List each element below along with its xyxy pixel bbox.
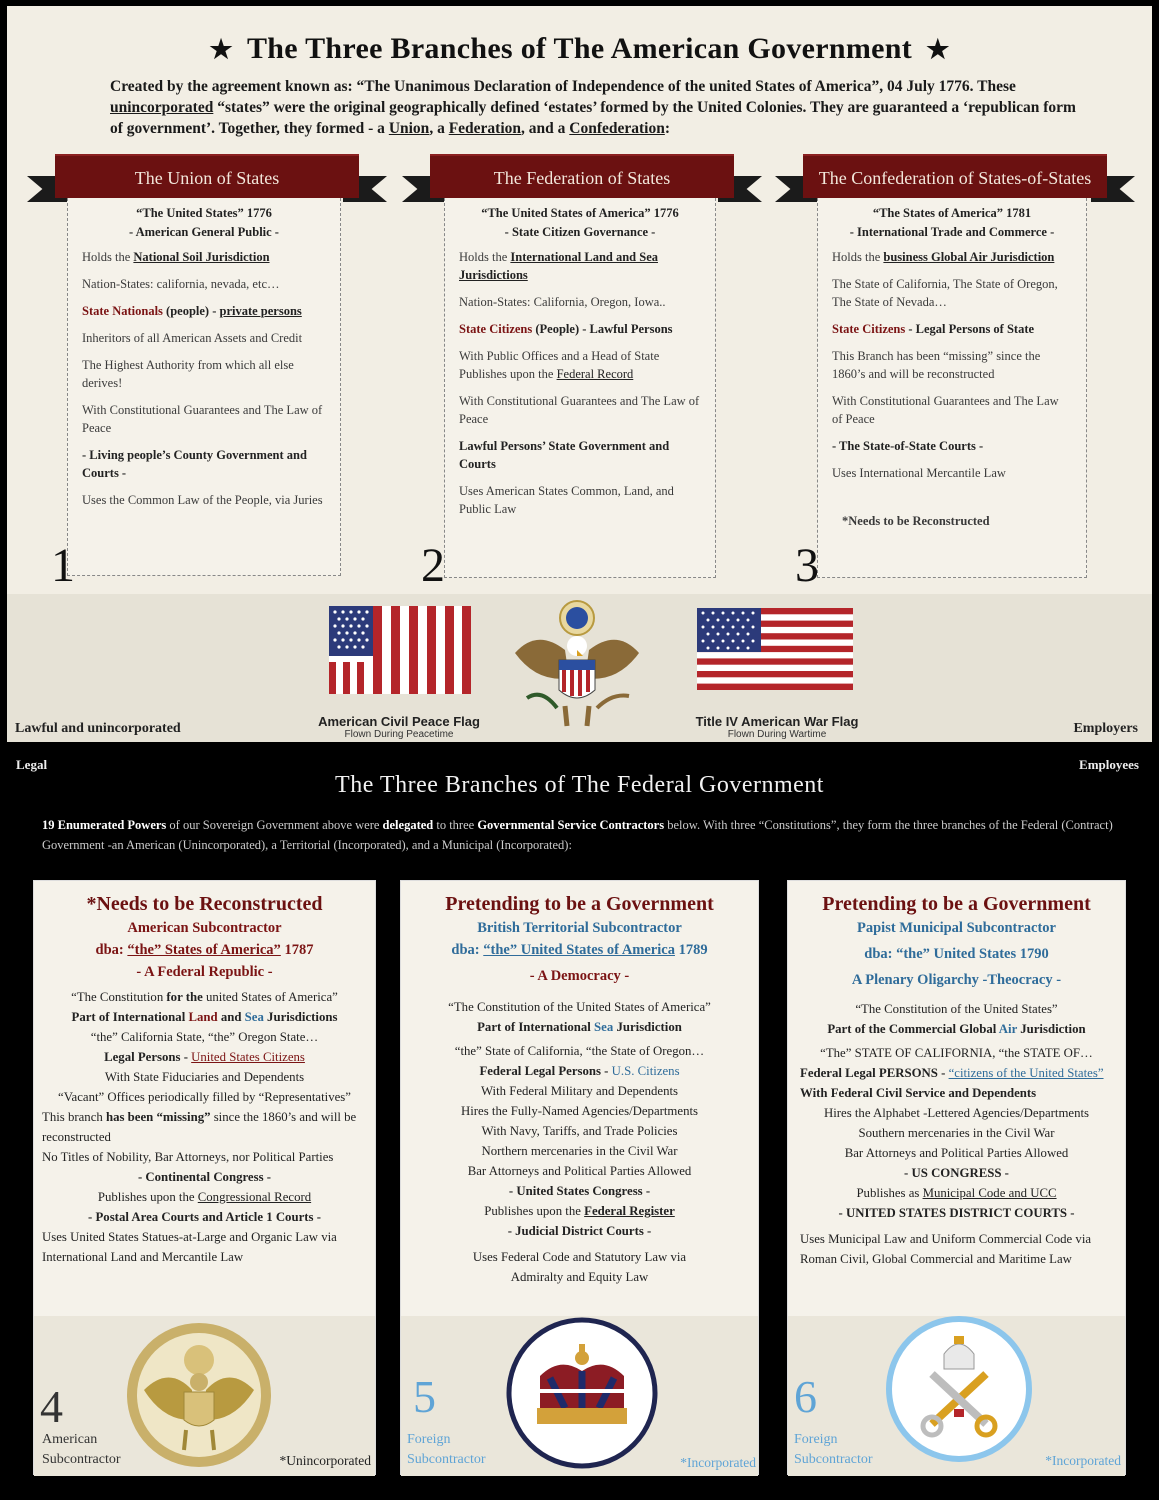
branch-number-3: 3 <box>795 539 819 592</box>
legal-label: Legal <box>16 757 48 772</box>
lawful-label: Lawful and unincorporated <box>15 721 181 736</box>
federal-intro: 19 Enumerated Powers of our Sovereign Government above were delegated to three Governmental Service Contractors below. With three “Constitutions”, they form the three branches of the Federal (Contract) Government -an American (Unincorporated), a Territorial (Incorporated), and a Municipal (Incorporated): <box>42 818 1113 852</box>
war-flag <box>697 608 853 690</box>
papal-keys-icon <box>884 1314 1034 1464</box>
star-icon: ★ <box>209 35 233 64</box>
incorporation-status-5: *Incorporated <box>680 1455 756 1470</box>
contractor-type-6: Foreign Subcontractor <box>794 1432 873 1467</box>
branch-card-union: “The United States” 1776 - American General Public - Holds the National Soil Jurisdiction Nation-States: california, nevada, etc… State Nationals (people) - private persons Inheritors of all American Assets and Credit The Highest Authority from which all else derives! With Constitutional Guarantees and The Law of Peace - Living people’s County Government and Courts - Uses the Common Law of the People, via Juries <box>67 198 341 576</box>
federal-title: The Three Branches of The Federal Government <box>335 772 824 798</box>
branch-number-2: 2 <box>421 539 445 592</box>
contractor-card-papist: Pretending to be a Government Papist Municipal Subcontractor dba: “the” United States 1790 A Plenary Oligarchy -Theocracy - “The Constitution of the United States” Part of the Commercial Global Air Jurisdiction “The” STATE OF CALIFORNIA, “the STATE OF… Federal Legal PERSONS - “citizens of the United States” With Federal Civil Service and Dependents Hires the Alphabet -Lettered Agencies/Departments Southern mercenaries in the Civil War Bar Attorneys and Political Parties Allowed - US CONGRESS - Publishes as Municipal Code and UCC - UNITED STATES DISTRICT COURTS - Uses Municipal Law and Uniform Commercial Code via Roman Civil, Global Commercial and Maritime Law 6 Foreign Subcontractor *Incorporated <box>787 880 1126 1475</box>
contractor-number-4: 4 <box>40 1381 63 1432</box>
civil-peace-flag <box>329 606 471 694</box>
branch-number-1: 1 <box>51 539 75 592</box>
star-icon: ★ <box>926 35 950 64</box>
crown-icon <box>505 1316 659 1470</box>
civil-peace-flag-label: American Civil Peace Flag Flown During Peacetime <box>318 714 480 740</box>
branch-card-confederation: “The States of America” 1781 - International Trade and Commerce - Holds the business Global Air Jurisdiction The State of California, The State of Oregon, The State of Nevada… State Citizens - Legal Persons of State This Branch has been “missing” since the 1860’s and will be reconstructed With Constitutional Guarantees and The Law of Peace - The State-of-State Courts - Uses International Mercantile Law *Needs to be Reconstructed <box>817 198 1087 578</box>
flag-strip <box>7 594 1152 742</box>
intro-text: Created by the agreement known as: “The Unanimous Declaration of Independence of the united States of America”, 04 July 1776. These unincorporated “states” were the original geographically defined ‘estates’ formed by the United Colonies. They are guaranteed a ‘republican form of government’. Together, they formed - a Union, a Federation, and a Confederation: <box>110 78 1076 137</box>
incorporation-status-4: *Unincorporated <box>279 1453 371 1468</box>
great-seal-icon <box>124 1320 274 1470</box>
contractor-number-6: 6 <box>794 1371 817 1422</box>
banner-confederation: The Confederation of States-of-States <box>775 154 1135 220</box>
employees-label: Employees <box>1079 757 1139 772</box>
banner-union: The Union of States <box>27 154 387 220</box>
contractor-number-5: 5 <box>413 1371 436 1422</box>
branch-card-federation: “The United States of America” 1776 - State Citizen Governance - Holds the International Land and Sea Jurisdictions Nation-States: California, Oregon, Iowa.. State Citizens (People) - Lawful Persons With Public Offices and a Head of State Publishes upon the Federal Record With Constitutional Guarantees and The Law of Peace Lawful Persons’ State Government and Courts Uses American States Common, Land, and Public Law <box>444 198 716 578</box>
banner-federation: The Federation of States <box>402 154 762 220</box>
contractor-type-4: American Subcontractor <box>42 1432 121 1467</box>
war-flag-label: Title IV American War Flag Flown During Wartime <box>695 714 859 740</box>
incorporation-status-6: *Incorporated <box>1045 1453 1121 1468</box>
contractor-card-british: Pretending to be a Government British Territorial Subcontractor dba: “the” United States of America 1789 - A Democracy - “The Constitution of the United States of America” Part of International Sea Jurisdiction “the” State of California, “the State of Oregon… Federal Legal Persons - U.S. Citizens With Federal Military and Dependents Hires the Fully-Named Agencies/Departments With Navy, Tariffs, and Trade Policies Northern mercenaries in the Civil War Bar Attorneys and Political Parties Allowed - United States Congress - Publishes upon the Federal Register - Judicial District Courts - Uses Federal Code and Statutory Law via Admiralty and Equity Law 5 Foreign Subcontractor *Incorporated <box>400 880 759 1475</box>
contractor-card-american: *Needs to be Reconstructed American Subcontractor dba: “the” States of America” 1787 - A Federal Republic - “The Constitution for the united States of America” Part of International Land and Sea Jurisdictions “the” California State, “the” Oregon State… Legal Persons - United States Citizens With State Fiduciaries and Dependents “Vacant” Offices periodically filled by “Representatives” This branch has been “missing” since the 1860’s and will be reconstructed No Titles of Nobility, Bar Attorneys, nor Political Parties - Continental Congress - Publishes upon the Congressional Record - Postal Area Courts and Article 1 Courts - Uses United States Statues-at-Large and Organic Law via International Land and Mercantile Law 4 American Subcontractor *Unincorporated <box>33 880 376 1475</box>
american-government-panel <box>7 6 1152 742</box>
page-title: ★ The Three Branches of The American Government ★ <box>209 32 950 65</box>
employers-label: Employers <box>1073 721 1138 736</box>
eagle-seal-icon <box>507 598 647 738</box>
contractor-type-5: Foreign Subcontractor <box>407 1432 486 1467</box>
